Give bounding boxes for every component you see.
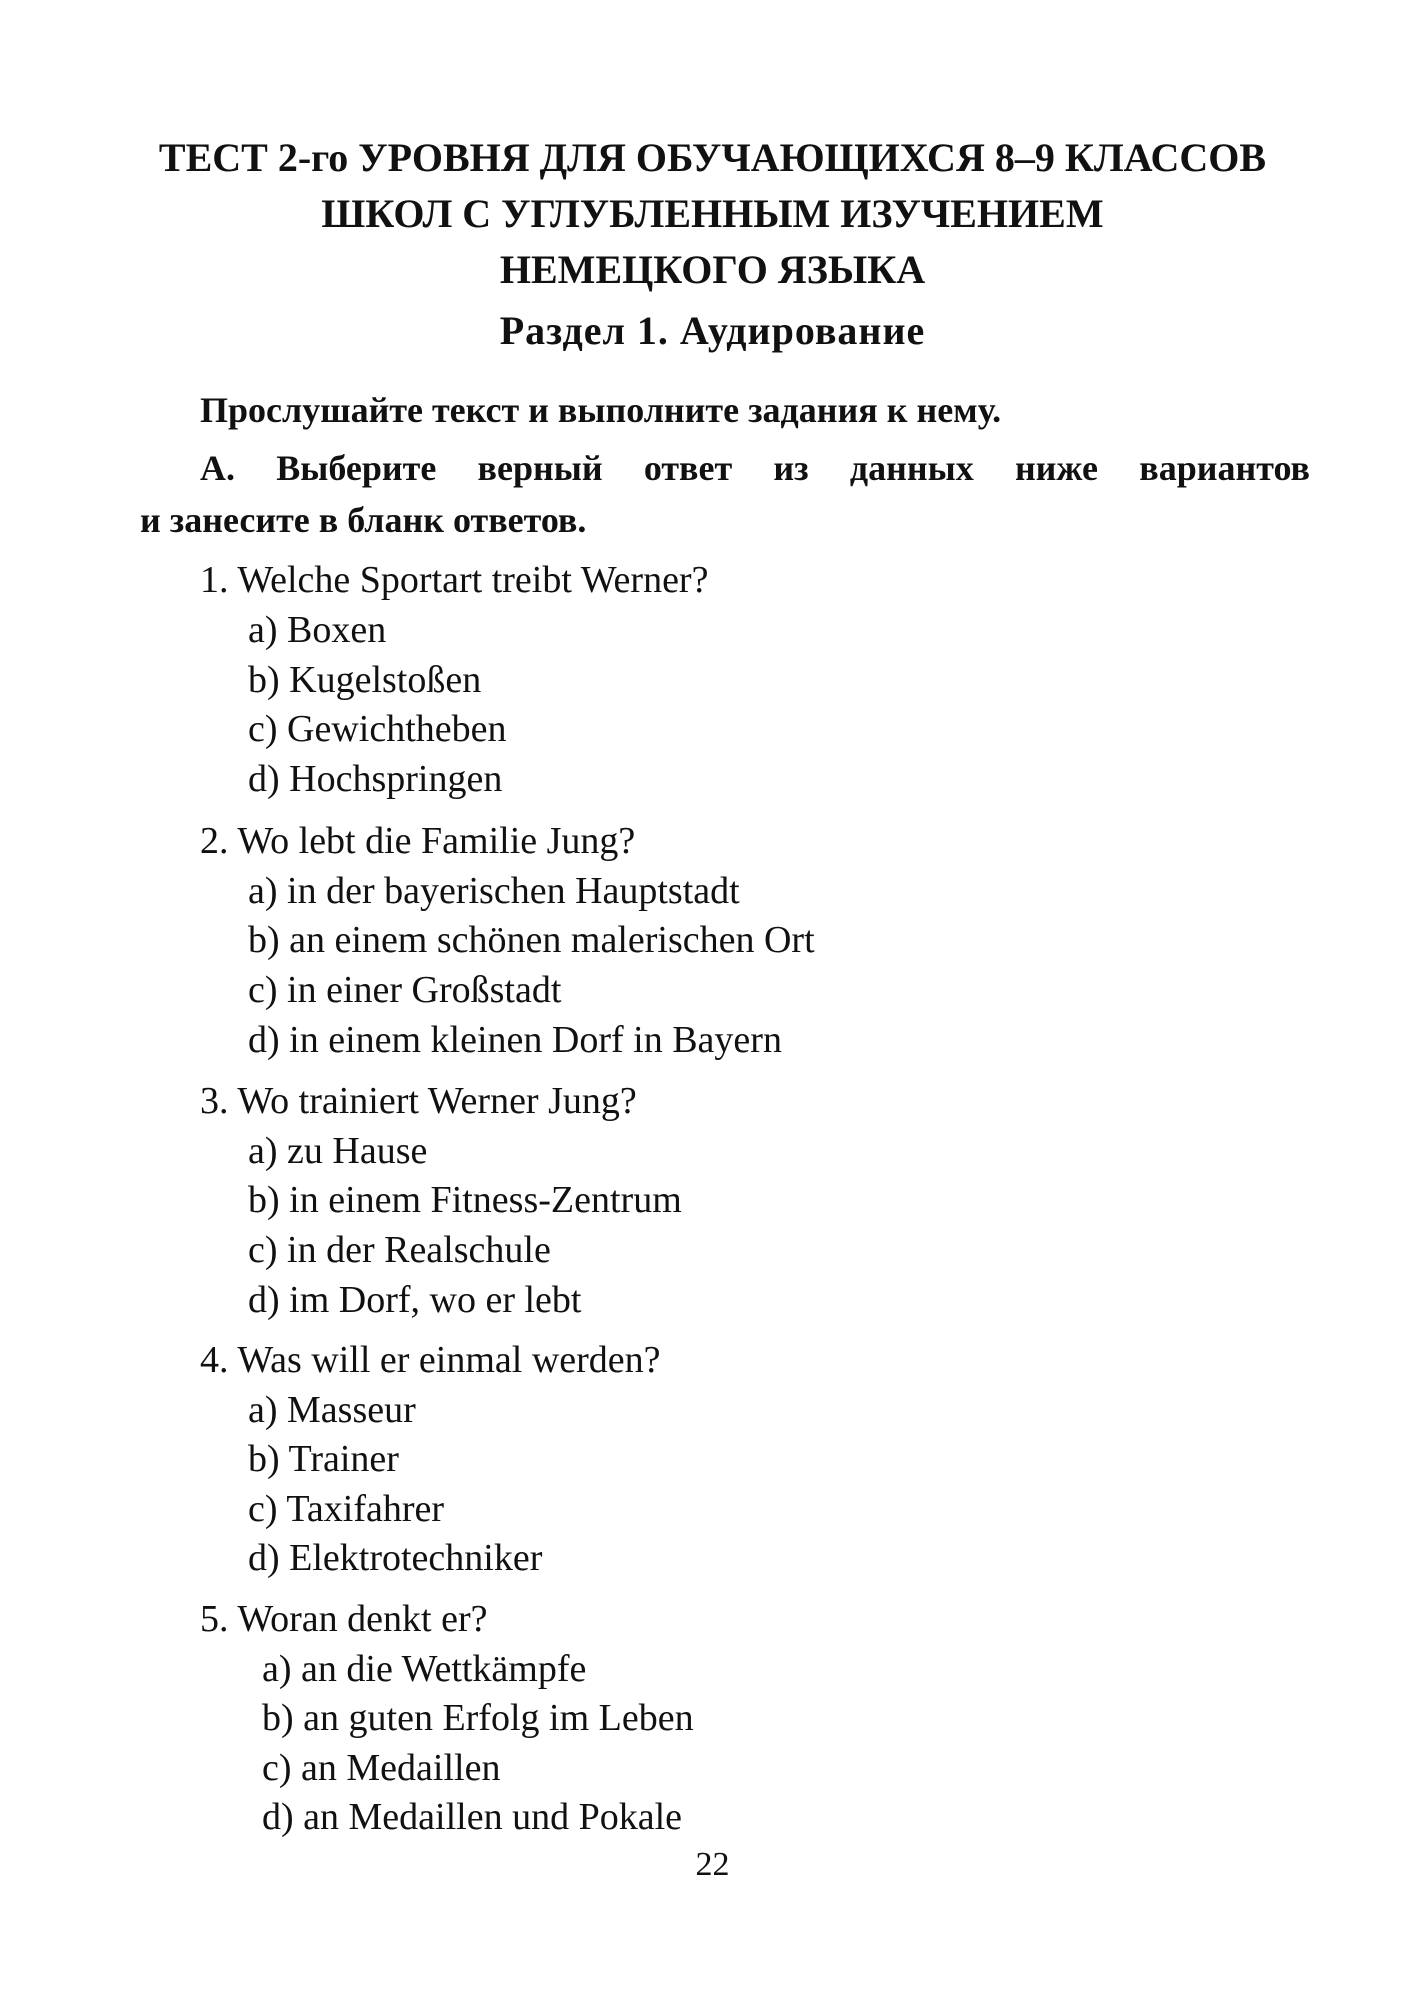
question-3-option-d: d) im Dorf, wo er lebt	[248, 1279, 582, 1321]
question-2-option-c: c) in einer Großstadt	[248, 969, 562, 1011]
instruction-a-line-1: А. Выберите верный ответ из данных ниже вариантов	[200, 448, 1310, 488]
question-5-option-c: c) an Medaillen	[262, 1747, 501, 1789]
title-line-3: НЕМЕЦКОГО ЯЗЫКА	[499, 247, 926, 292]
question-1-option-c: c) Gewichtheben	[248, 708, 507, 750]
question-2-option-b: b) an einem schönen malerischen Ort	[248, 919, 815, 961]
question-4-option-a: a) Masseur	[248, 1389, 416, 1431]
instruction-main: Прослушайте текст и выполните задания к нему.	[200, 390, 1002, 430]
section-heading: Раздел 1. Аудирование	[499, 308, 926, 353]
question-3-option-a: a) zu Hause	[248, 1130, 428, 1172]
title-line-2: ШКОЛ С УГЛУБЛЕННЫМ ИЗУЧЕНИЕМ	[321, 191, 1104, 236]
question-1: 1. Welche Sportart treibt Werner?	[200, 559, 709, 601]
question-1-option-b: b) Kugelstoßen	[248, 659, 482, 701]
page-number: 22	[695, 1846, 730, 1883]
title-line-1: ТЕСТ 2-го УРОВНЯ ДЛЯ ОБУЧАЮЩИХСЯ 8–9 КЛАССОВ	[158, 135, 1267, 180]
page-title	[100, 130, 1325, 298]
question-4-option-b: b) Trainer	[248, 1438, 399, 1480]
question-3: 3. Wo trainiert Werner Jung?	[200, 1080, 637, 1122]
question-4-option-d: d) Elektrotechniker	[248, 1537, 543, 1579]
question-5-option-b: b) an guten Erfolg im Leben	[262, 1697, 694, 1739]
question-3-option-c: c) in der Realschule	[248, 1229, 551, 1271]
question-5: 5. Woran denkt er?	[200, 1598, 488, 1640]
question-2-option-a: a) in der bayerischen Hauptstadt	[248, 870, 740, 912]
question-5-option-a: a) an die Wettkämpfe	[262, 1648, 587, 1690]
question-1-option-d: d) Hochspringen	[248, 758, 503, 800]
question-2-option-d: d) in einem kleinen Dorf in Bayern	[248, 1019, 782, 1061]
question-2: 2. Wo lebt die Familie Jung?	[200, 820, 636, 862]
question-4-option-c: c) Taxifahrer	[248, 1488, 445, 1530]
question-4: 4. Was will er einmal werden?	[200, 1339, 661, 1381]
question-5-option-d: d) an Medaillen und Pokale	[262, 1796, 683, 1838]
instruction-a-line-2: и занесите в бланк ответов.	[140, 500, 587, 540]
question-1-option-a: a) Boxen	[248, 609, 387, 651]
question-3-option-b: b) in einem Fitness-Zentrum	[248, 1179, 682, 1221]
